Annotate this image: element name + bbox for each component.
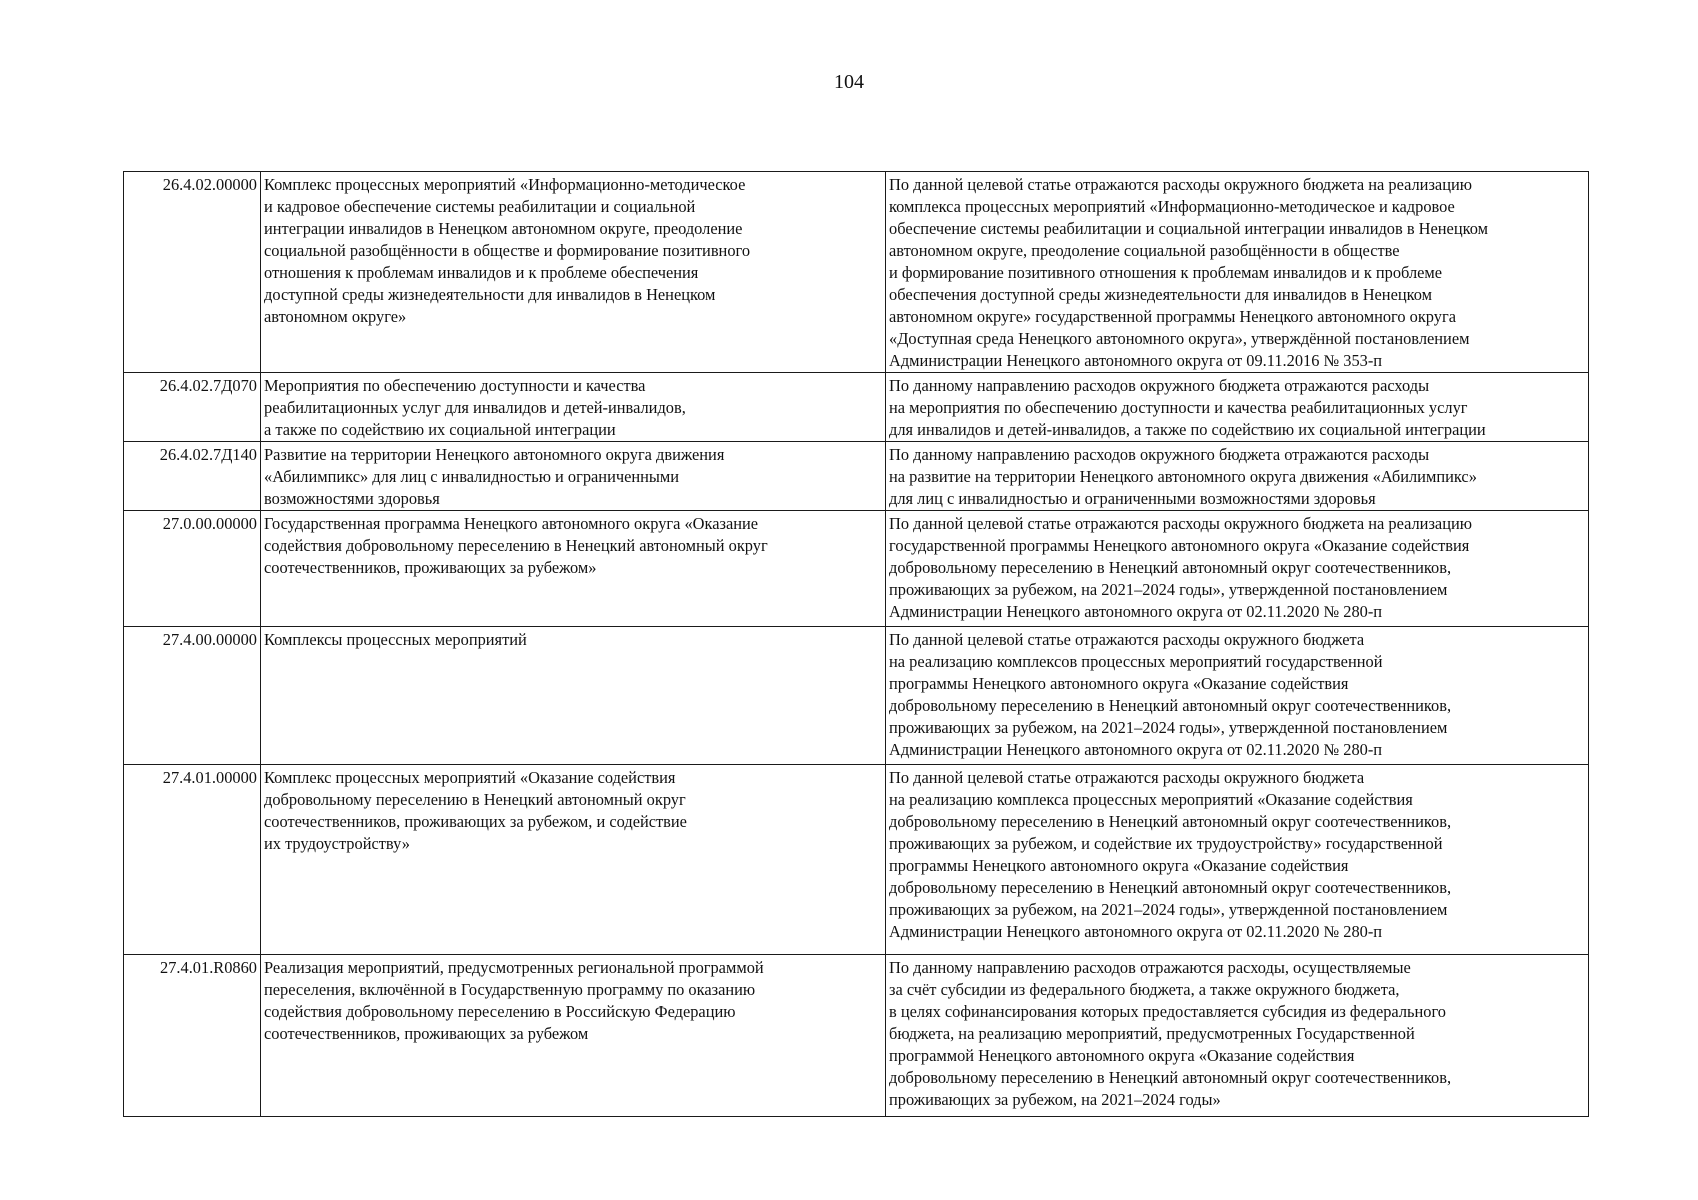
budget-classification-table xyxy=(123,171,1589,1117)
table-row xyxy=(124,955,1589,1117)
row-name: Государственная программа Ненецкого автономного округа «Оказание содействия добровольному переселению в Ненецкий автономный округ соотечественников, проживающих за рубежом» xyxy=(261,511,886,627)
table-row xyxy=(124,442,1589,511)
row-description: По данному направлению расходов отражаются расходы, осуществляемые за счёт субсидии из федерального бюджета, а также окружного бюджета, в целях софинансирования которых предоставляется субсидия из федерального бюджета, на реализацию мероприятий, предусмотренных Государственной программой Ненецкого автономного округа «Оказание содействия добровольному переселению в Ненецкий автономный округ соотечественников, проживающих за рубежом, на 2021–2024 годы» xyxy=(886,955,1589,1117)
row-code: 27.4.00.00000 xyxy=(124,627,261,765)
row-description: По данному направлению расходов окружного бюджета отражаются расходы на мероприятия по обеспечению доступности и качества реабилитационных услуг для инвалидов и детей-инвалидов, а также по содействию их социальной интеграции xyxy=(886,373,1589,442)
row-description: По данной целевой статье отражаются расходы окружного бюджета на реализацию комплекса процессных мероприятий «Оказание содействия добровольному переселению в Ненецкий автономный округ соотечественников, проживающих за рубежом, и содействие их трудоустройству» государственной программы Ненецкого автономного округа «Оказание содействия добровольному переселению в Ненецкий автономный округ соотечественников, проживающих за рубежом, на 2021–2024 годы», утвержденной постановлением Администрации Ненецкого автономного округа от 02.11.2020 № 280-п xyxy=(886,765,1589,955)
row-name: Развитие на территории Ненецкого автономного округа движения «Абилимпикс» для лиц с инвалидностью и ограниченными возможностями здоровья xyxy=(261,442,886,511)
row-description: По данной целевой статье отражаются расходы окружного бюджета на реализацию комплекса процессных мероприятий «Информационно-методическое и кадровое обеспечение системы реабилитации и социальной интеграции инвалидов в Ненецком автономном округе, преодоление социальной разобщённости в обществе и формирование позитивного отношения к проблемам инвалидов и к проблеме обеспечения доступной среды жизнедеятельности для инвалидов в Ненецком автономном округе» государственной программы Ненецкого автономного округа «Доступная среда Ненецкого автономного округа», утверждённой постановлением Администрации Ненецкого автономного округа от 09.11.2016 № 353-п xyxy=(886,172,1589,373)
row-description: По данному направлению расходов окружного бюджета отражаются расходы на развитие на территории Ненецкого автономного округа движения «Абилимпикс» для лиц с инвалидностью и ограниченными возможностями здоровья xyxy=(886,442,1589,511)
row-code: 27.4.01.00000 xyxy=(124,765,261,955)
row-name: Реализация мероприятий, предусмотренных региональной программой переселения, включённой в Государственную программу по оказанию содействия добровольному переселению в Российскую Федерацию соотечественников, проживающих за рубежом xyxy=(261,955,886,1117)
row-code: 26.4.02.00000 xyxy=(124,172,261,373)
row-description: По данной целевой статье отражаются расходы окружного бюджета на реализацию государственной программы Ненецкого автономного округа «Оказание содействия добровольному переселению в Ненецкий автономный округ соотечественников, проживающих за рубежом, на 2021–2024 годы», утвержденной постановлением Администрации Ненецкого автономного округа от 02.11.2020 № 280-п xyxy=(886,511,1589,627)
table-row xyxy=(124,627,1589,765)
row-code: 26.4.02.7Д070 xyxy=(124,373,261,442)
table-row xyxy=(124,511,1589,627)
row-name: Мероприятия по обеспечению доступности и качества реабилитационных услуг для инвалидов и детей-инвалидов, а также по содействию их социальной интеграции xyxy=(261,373,886,442)
row-name: Комплекс процессных мероприятий «Оказание содействия добровольному переселению в Ненецкий автономный округ соотечественников, проживающих за рубежом, и содействие их трудоустройству» xyxy=(261,765,886,955)
row-name: Комплексы процессных мероприятий xyxy=(261,627,886,765)
row-code: 27.4.01.R0860 xyxy=(124,955,261,1117)
row-description: По данной целевой статье отражаются расходы окружного бюджета на реализацию комплексов процессных мероприятий государственной программы Ненецкого автономного округа «Оказание содействия добровольному переселению в Ненецкий автономный округ соотечественников, проживающих за рубежом, на 2021–2024 годы», утвержденной постановлением Администрации Ненецкого автономного округа от 02.11.2020 № 280-п xyxy=(886,627,1589,765)
row-code: 27.0.00.00000 xyxy=(124,511,261,627)
table-row xyxy=(124,765,1589,955)
row-code: 26.4.02.7Д140 xyxy=(124,442,261,511)
table-row xyxy=(124,172,1589,373)
table-row xyxy=(124,373,1589,442)
page-number: 104 xyxy=(834,71,864,93)
row-name: Комплекс процессных мероприятий «Информационно-методическое и кадровое обеспечение системы реабилитации и социальной интеграции инвалидов в Ненецком автономном округе, преодоление социальной разобщённости в обществе и формирование позитивного отношения к проблемам инвалидов и к проблеме обеспечения доступной среды жизнедеятельности для инвалидов в Ненецком автономном округе» xyxy=(261,172,886,373)
